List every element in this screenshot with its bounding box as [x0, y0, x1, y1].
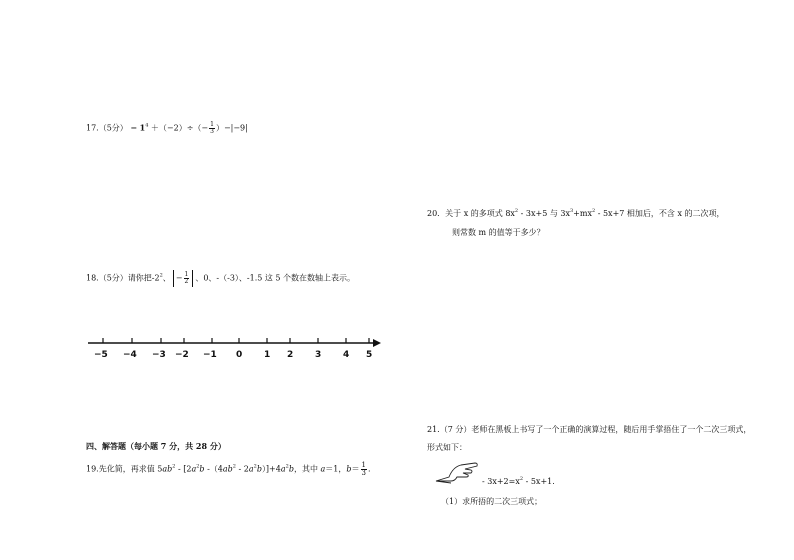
q17-middle: ＋（−2）÷（−: [150, 123, 209, 133]
q17-exponent: 4: [145, 122, 149, 129]
number-line-tick-label: −5: [94, 350, 108, 360]
number-line-tick-label: 2: [287, 350, 294, 360]
q18-rest: 、0、-（-3）、-1.5 这 5 个数在数轴上表示。: [195, 273, 356, 283]
question-20-line1: 20．关于 x 的多项式 $8x^2 - 3x+5$ 与 $3x^3+mx^2 - 5x+7$ 相加后，不含 x 的二次项，: [427, 208, 725, 218]
question-17: [86, 122, 248, 135]
number-line-tick-label: −2: [175, 350, 189, 360]
number-line-tick-label: 1: [264, 350, 271, 360]
number-line-tick-label: 4: [343, 350, 350, 360]
q18-exponent: 2: [159, 272, 163, 279]
question-19: 19.先化简，再求值 $5ab^2 - [2a^2b$ $-(4ab^2 - 2a^2b)]+4a^2b$，其中 a＝1，b＝ $\frac{1}{3}$ .: [86, 461, 371, 477]
section-4-heading: 四、解答题（每小题 7 分，共 28 分）: [86, 441, 226, 451]
q18-prefix: 18.（5分）请你把-2: [86, 273, 160, 283]
question-20-line2: 则常数 m 的值等于多少？: [452, 228, 545, 237]
number-line-tick-label: −1: [203, 350, 217, 360]
question-21-expression: - $3x+2=x^2 - 5x+1$.: [482, 476, 555, 486]
number-line-tick-label: 5: [366, 350, 373, 360]
hand-icon: [435, 459, 479, 485]
question-21-line2: 形式如下：: [427, 443, 467, 452]
number-line-tick-label: −4: [123, 350, 137, 360]
number-line-tick-label: 0: [236, 350, 243, 360]
question-21-sub1: （1）求所捂的二次三项式；: [441, 497, 543, 506]
number-line-tick-label: −3: [152, 350, 166, 360]
q19-fraction: $\frac{1}{3}$: [361, 461, 366, 477]
question-21-line1: 21.（7 分）老师在黑板上书写了一个正确的演算过程，随后用手掌捂住了一个二次三项式，: [427, 425, 752, 434]
q17-minus: −: [130, 122, 138, 133]
number-line-tick-label: 3: [315, 350, 322, 360]
q17-one: 1: [139, 122, 146, 133]
q17-fraction: $\frac{1}{3}$: [210, 121, 214, 135]
question-18: 18.（5分）请你把$-2^2$、 − $\frac{1}{2}$ 、0、-（-3）、-1.5 这 5 个数在数轴上表示。: [86, 271, 356, 285]
q17-tail: ）−|−9|: [215, 123, 248, 133]
q17-prefix: 17.（5分）: [86, 123, 128, 133]
q18-fraction: $\frac{1}{2}$: [184, 271, 189, 285]
